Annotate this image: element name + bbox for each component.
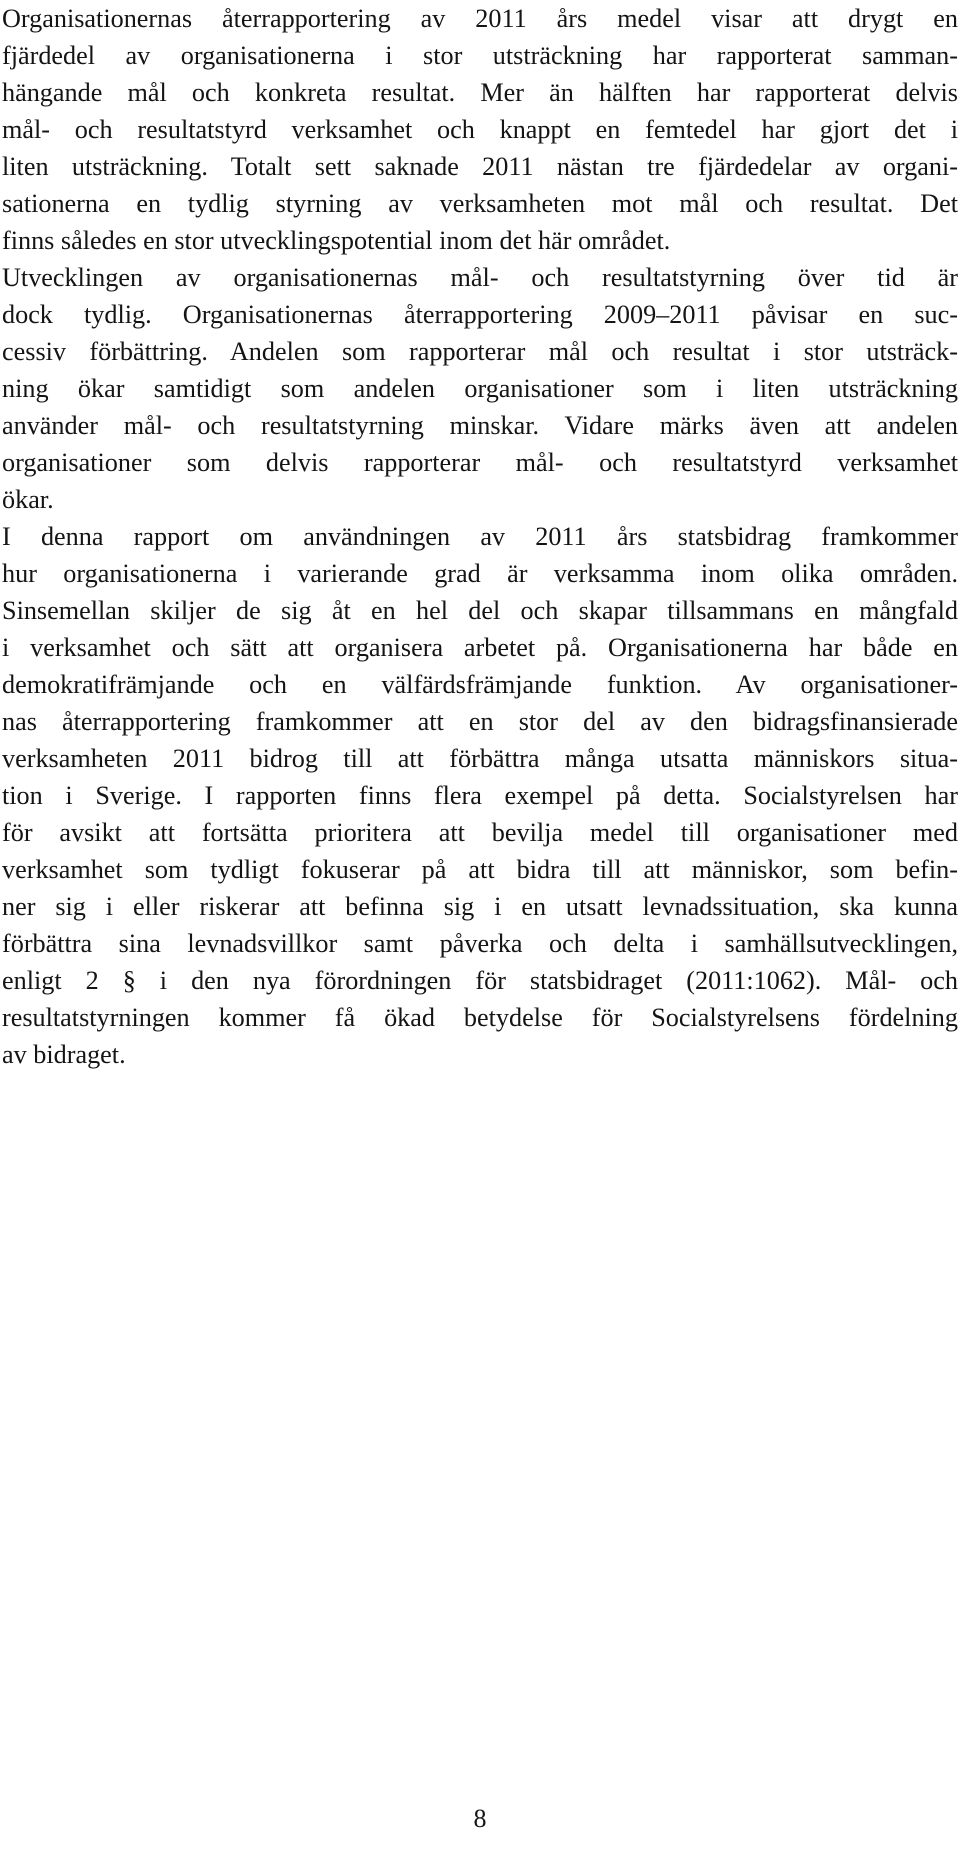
text-line: hur organisationerna i varierande grad är verksamma inom olika områden.: [2, 559, 958, 588]
text-line: använder mål- och resultatstyrning minskar. Vidare märks även att andelen: [2, 411, 958, 440]
text-line: I denna rapport om användningen av 2011 års statsbidrag framkommer: [2, 522, 958, 551]
text-line: cessiv förbättring. Andelen som rapporterar mål och resultat i stor utsträck-: [2, 337, 958, 366]
paragraph-goal-reporting-2011: [2, 0, 958, 259]
text-line: dock tydlig. Organisationernas återrapportering 2009–2011 påvisar en suc-: [2, 300, 958, 329]
paragraph-development-over-time: [2, 259, 958, 518]
text-line: finns således en stor utvecklingspotential inom det här området.: [2, 226, 671, 255]
text-line: förbättra sina levnadsvillkor samt påverka och delta i samhällsutvecklingen,: [2, 929, 958, 958]
text-line: hängande mål och konkreta resultat. Mer än hälften har rapporterat delvis: [2, 78, 958, 107]
text-line: Utvecklingen av organisationernas mål- och resultatstyrning över tid är: [2, 263, 958, 292]
text-line: fjärdedel av organisationerna i stor utsträckning har rapporterat samman-: [2, 41, 958, 70]
text-line: ner sig i eller riskerar att befinna sig i en utsatt levnadssituation, ska kunna: [2, 892, 958, 921]
text-line: Organisationernas återrapportering av 2011 års medel visar att drygt en: [2, 4, 958, 33]
text-line: resultatstyrningen kommer få ökad betydelse för Socialstyrelsens fördelning: [2, 1003, 958, 1032]
page-number: 8: [473, 1804, 487, 1833]
text-line: ning ökar samtidigt som andelen organisationer som i liten utsträckning: [2, 374, 958, 403]
text-line: av bidraget.: [2, 1040, 126, 1069]
text-line: tion i Sverige. I rapporten finns flera exempel på detta. Socialstyrelsen har: [2, 781, 958, 810]
text-line: organisationer som delvis rapporterar mål- och resultatstyrd verksamhet: [2, 448, 958, 477]
text-line: verksamheten 2011 bidrog till att förbättra många utsatta människors situa-: [2, 744, 958, 773]
text-line: Sinsemellan skiljer de sig åt en hel del och skapar tillsammans en mångfald: [2, 596, 958, 625]
body-text: [2, 0, 958, 1073]
text-line: demokratifrämjande och en välfärdsfrämjande funktion. Av organisationer-: [2, 670, 958, 699]
text-line: liten utsträckning. Totalt sett saknade 2011 nästan tre fjärdedelar av organi-: [2, 152, 958, 181]
text-line: mål- och resultatstyrd verksamhet och knappt en femtedel har gjort det i: [2, 115, 958, 144]
text-line: enligt 2 § i den nya förordningen för statsbidraget (2011:1062). Mål- och: [2, 966, 958, 995]
text-line: sationerna en tydlig styrning av verksamheten mot mål och resultat. Det: [2, 189, 958, 218]
text-line: för avsikt att fortsätta prioritera att bevilja medel till organisationer med: [2, 818, 958, 847]
text-line: nas återrapportering framkommer att en stor del av den bidragsfinansierade: [2, 707, 958, 736]
text-line: verksamhet som tydligt fokuserar på att bidra till att människor, som befin-: [2, 855, 958, 884]
text-line: ökar.: [2, 485, 54, 514]
text-line: i verksamhet och sätt att organisera arbetet på. Organisationerna har både en: [2, 633, 958, 662]
paragraph-report-overview: [2, 518, 958, 1073]
